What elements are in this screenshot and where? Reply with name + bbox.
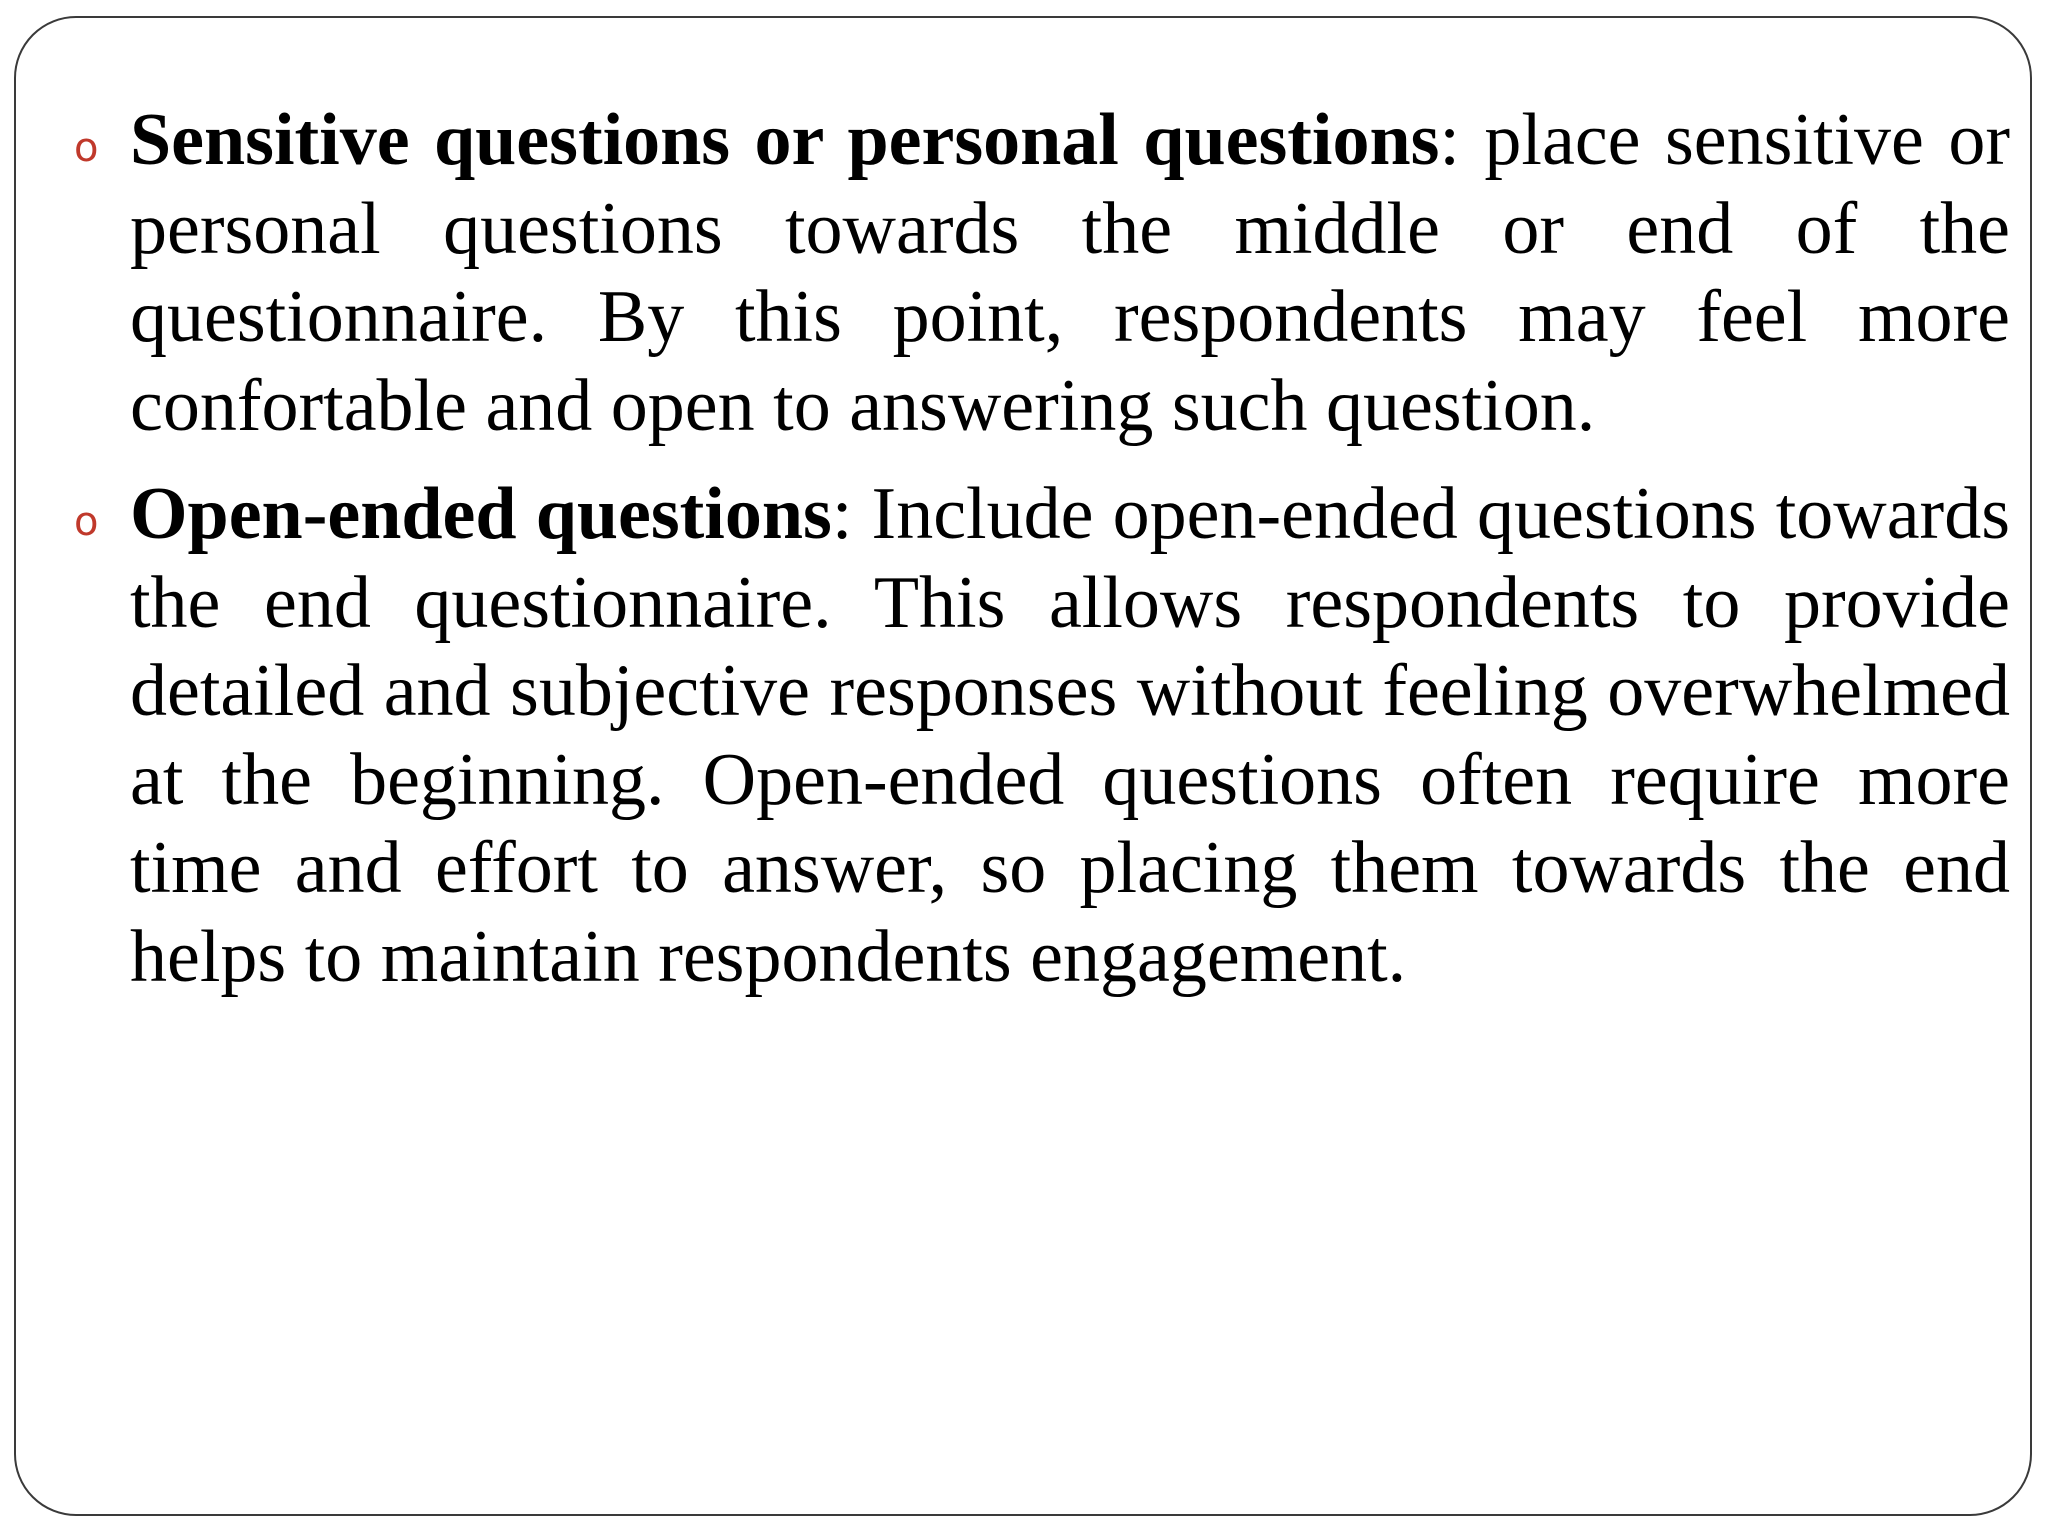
slide-content: [74, 96, 2011, 1021]
bullet-separator: :: [1439, 99, 1460, 181]
bullet-text: Include open-ended questions towards the end questionnaire. This allows respondents to provide detailed and subjective responses without feeling overwhelmed at the beginning. Open-ended questions often require more time and effort to answer, so placing them towards the end helps to maintain respondents engagement.: [130, 473, 2011, 998]
bullet-item-sensitive-questions: [74, 96, 2010, 450]
bullet-term: Open-ended questions: [130, 473, 832, 555]
bullet-text: place sensitive or personal questions towards the middle or end of the questionnaire. By this point, respondents may feel more confortable and open to answering such question.: [130, 99, 2010, 447]
bullet-circle-icon: o: [74, 125, 99, 171]
bullet-circle-icon: o: [74, 499, 99, 545]
bullet-item-open-ended-questions: [74, 470, 2011, 1001]
bullet-separator: :: [831, 473, 853, 555]
slide-frame: [14, 16, 2032, 1516]
bullet-term: Sensitive questions or personal questions: [130, 99, 1440, 181]
